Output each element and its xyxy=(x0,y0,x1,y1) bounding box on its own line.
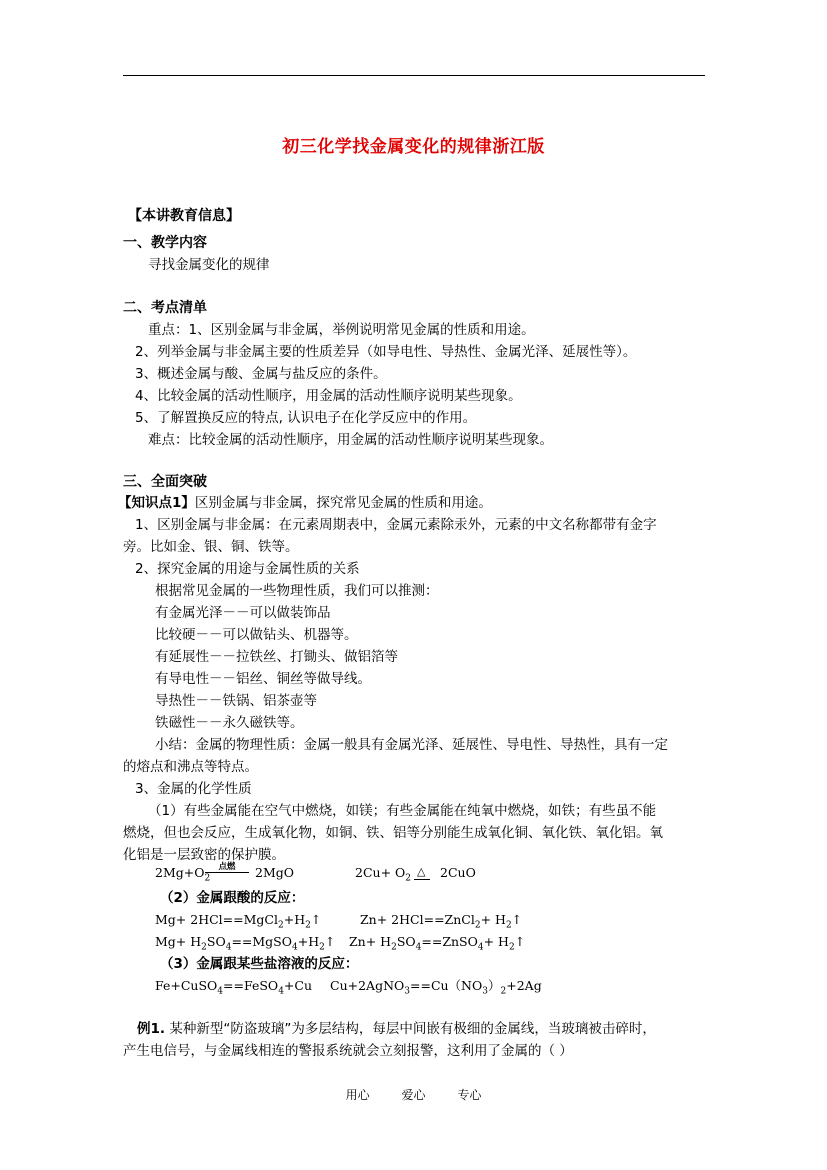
equation-cu-agno3: $Cu+2AgNO_3==Cu(NO_3)_2+2Ag$ xyxy=(330,978,542,997)
exam-point-line: 难点：比较金属的活动性顺序，用金属的活动性顺序说明某些现象。 xyxy=(148,432,553,448)
equation-fe-cuso4: Fe+CuSO$_4$==FeSO$_4$+Cu xyxy=(155,978,313,997)
section-2-heading: 二、考点清单 xyxy=(123,300,207,316)
property-line: 比较硬－－可以做钻头、机器等。 xyxy=(155,627,358,643)
paragraph-2-heading: 2、探究金属的用途与金属性质的关系 xyxy=(135,561,360,577)
property-line: 有延展性－－拉铁丝、打锄头、做铝箔等 xyxy=(155,649,398,665)
example-text: 某种新型“防盗玻璃”为多层结构，每层中间嵌有极细的金属线，当玻璃被击碎时， xyxy=(169,1021,656,1037)
equation-condition-label: 点燃 xyxy=(218,862,236,872)
equation-mgo-product: 2MgO xyxy=(255,865,295,880)
example-text-line: 产生电信号，与金属线相连的警报系统就会立刻报警，这利用了金属的（ ） xyxy=(123,1043,573,1059)
exam-point-line: 重点：1、区别金属与非金属，举例说明常见金属的性质和用途。 xyxy=(148,322,535,338)
knowledge-point-label: 【知识点1】 xyxy=(118,495,195,511)
exam-point-line: 4、比较金属的活动性顺序，用金属的活动性顺序说明某些现象。 xyxy=(135,388,522,404)
paragraph-1-line: 旁。比如金、银、铜、铁等。 xyxy=(123,539,299,555)
reaction-arrow xyxy=(205,872,249,873)
footer-item: 专心 xyxy=(457,1088,482,1102)
property-line: 导热性－－铁锅、铝茶壶等 xyxy=(155,693,317,709)
knowledge-point xyxy=(118,493,492,513)
summary-line: 小结：金属的物理性质：金属一般具有金属光泽、延展性、导电性、导热性，具有一定 xyxy=(155,737,668,753)
header-rule xyxy=(123,75,705,76)
footer-item: 爱心 xyxy=(401,1088,426,1102)
equation-mg-o2: $2Mg+O_2$ xyxy=(155,865,211,884)
heat-triangle-icon: △ xyxy=(417,865,426,878)
example-1 xyxy=(137,1019,656,1039)
paragraph-3-heading: 3、金属的化学性质 xyxy=(135,781,252,797)
section-1-heading: 一、教学内容 xyxy=(123,235,207,251)
equation-zn-hcl: Zn+ 2HCl==ZnCl$_2$+ $H_2↑$ xyxy=(360,912,523,931)
knowledge-point-text: 区别金属与非金属，探究常见金属的性质和用途。 xyxy=(194,495,492,511)
document-title: 初三化学找金属变化的规律浙江版 xyxy=(282,137,545,157)
equation-mg-h2so4: $Mg+ H_2SO_4==MgSO_4+H_2↑$ xyxy=(155,934,336,953)
equation-zn-h2so4: $Zn+ H_2SO_4==ZnSO_4+$ $H_2↑$ xyxy=(349,934,526,953)
reaction-arrow xyxy=(414,879,430,880)
footer-item: 用心 xyxy=(345,1088,370,1102)
example-label: 例1. xyxy=(137,1021,166,1037)
equation-cu-o2: $2Cu+ O_2$ xyxy=(355,865,411,884)
page-footer xyxy=(0,1086,827,1103)
acid-reaction-heading: （2）金属跟酸的反应： xyxy=(160,890,305,906)
paragraph-1-line: 1、区别金属与非金属：在元素周期表中，金属元素除汞外，元素的中文名称都带有金字 xyxy=(135,517,657,533)
section-1-text: 寻找金属变化的规律 xyxy=(148,257,270,273)
chemical-property-line: 燃烧，但也会反应，生成氧化物，如铜、铁、铝等分别能生成氧化铜、氧化铁、氧化铝。氧 xyxy=(123,825,663,841)
chemical-property-line: （1）有些金属能在空气中燃烧，如镁；有些金属能在纯氧中燃烧，如铁；有些虽不能 xyxy=(148,803,657,819)
equation-cuo-product: 2CuO xyxy=(440,865,476,880)
section-3-heading: 三、全面突破 xyxy=(123,474,207,490)
exam-point-line: 3、概述金属与酸、金属与盐反应的条件。 xyxy=(135,366,387,382)
exam-point-line: 2、列举金属与非金属主要的性质差异（如导电性、导热性、金属光泽、延展性等）。 xyxy=(135,344,637,360)
info-header: 【本讲教育信息】 xyxy=(128,208,240,224)
property-line: 铁磁性－－永久磁铁等。 xyxy=(155,715,304,731)
exam-point-line: 5、了解置换反应的特点, 认识电子在化学反应中的作用。 xyxy=(135,410,477,426)
chemical-property-line: 化铝是一层致密的保护膜。 xyxy=(123,847,285,863)
summary-line: 的熔点和沸点等特点。 xyxy=(123,759,258,775)
property-line: 根据常见金属的一些物理性质，我们可以推测： xyxy=(155,583,439,599)
property-line: 有导电性－－铝丝、铜丝等做导线。 xyxy=(155,671,371,687)
equation-mg-hcl: $Mg+ 2HCl==MgCl_2+H_2↑$ xyxy=(155,912,322,931)
salt-reaction-heading: （3）金属跟某些盐溶液的反应： xyxy=(160,956,359,972)
property-line: 有金属光泽－－可以做装饰品 xyxy=(155,605,331,621)
